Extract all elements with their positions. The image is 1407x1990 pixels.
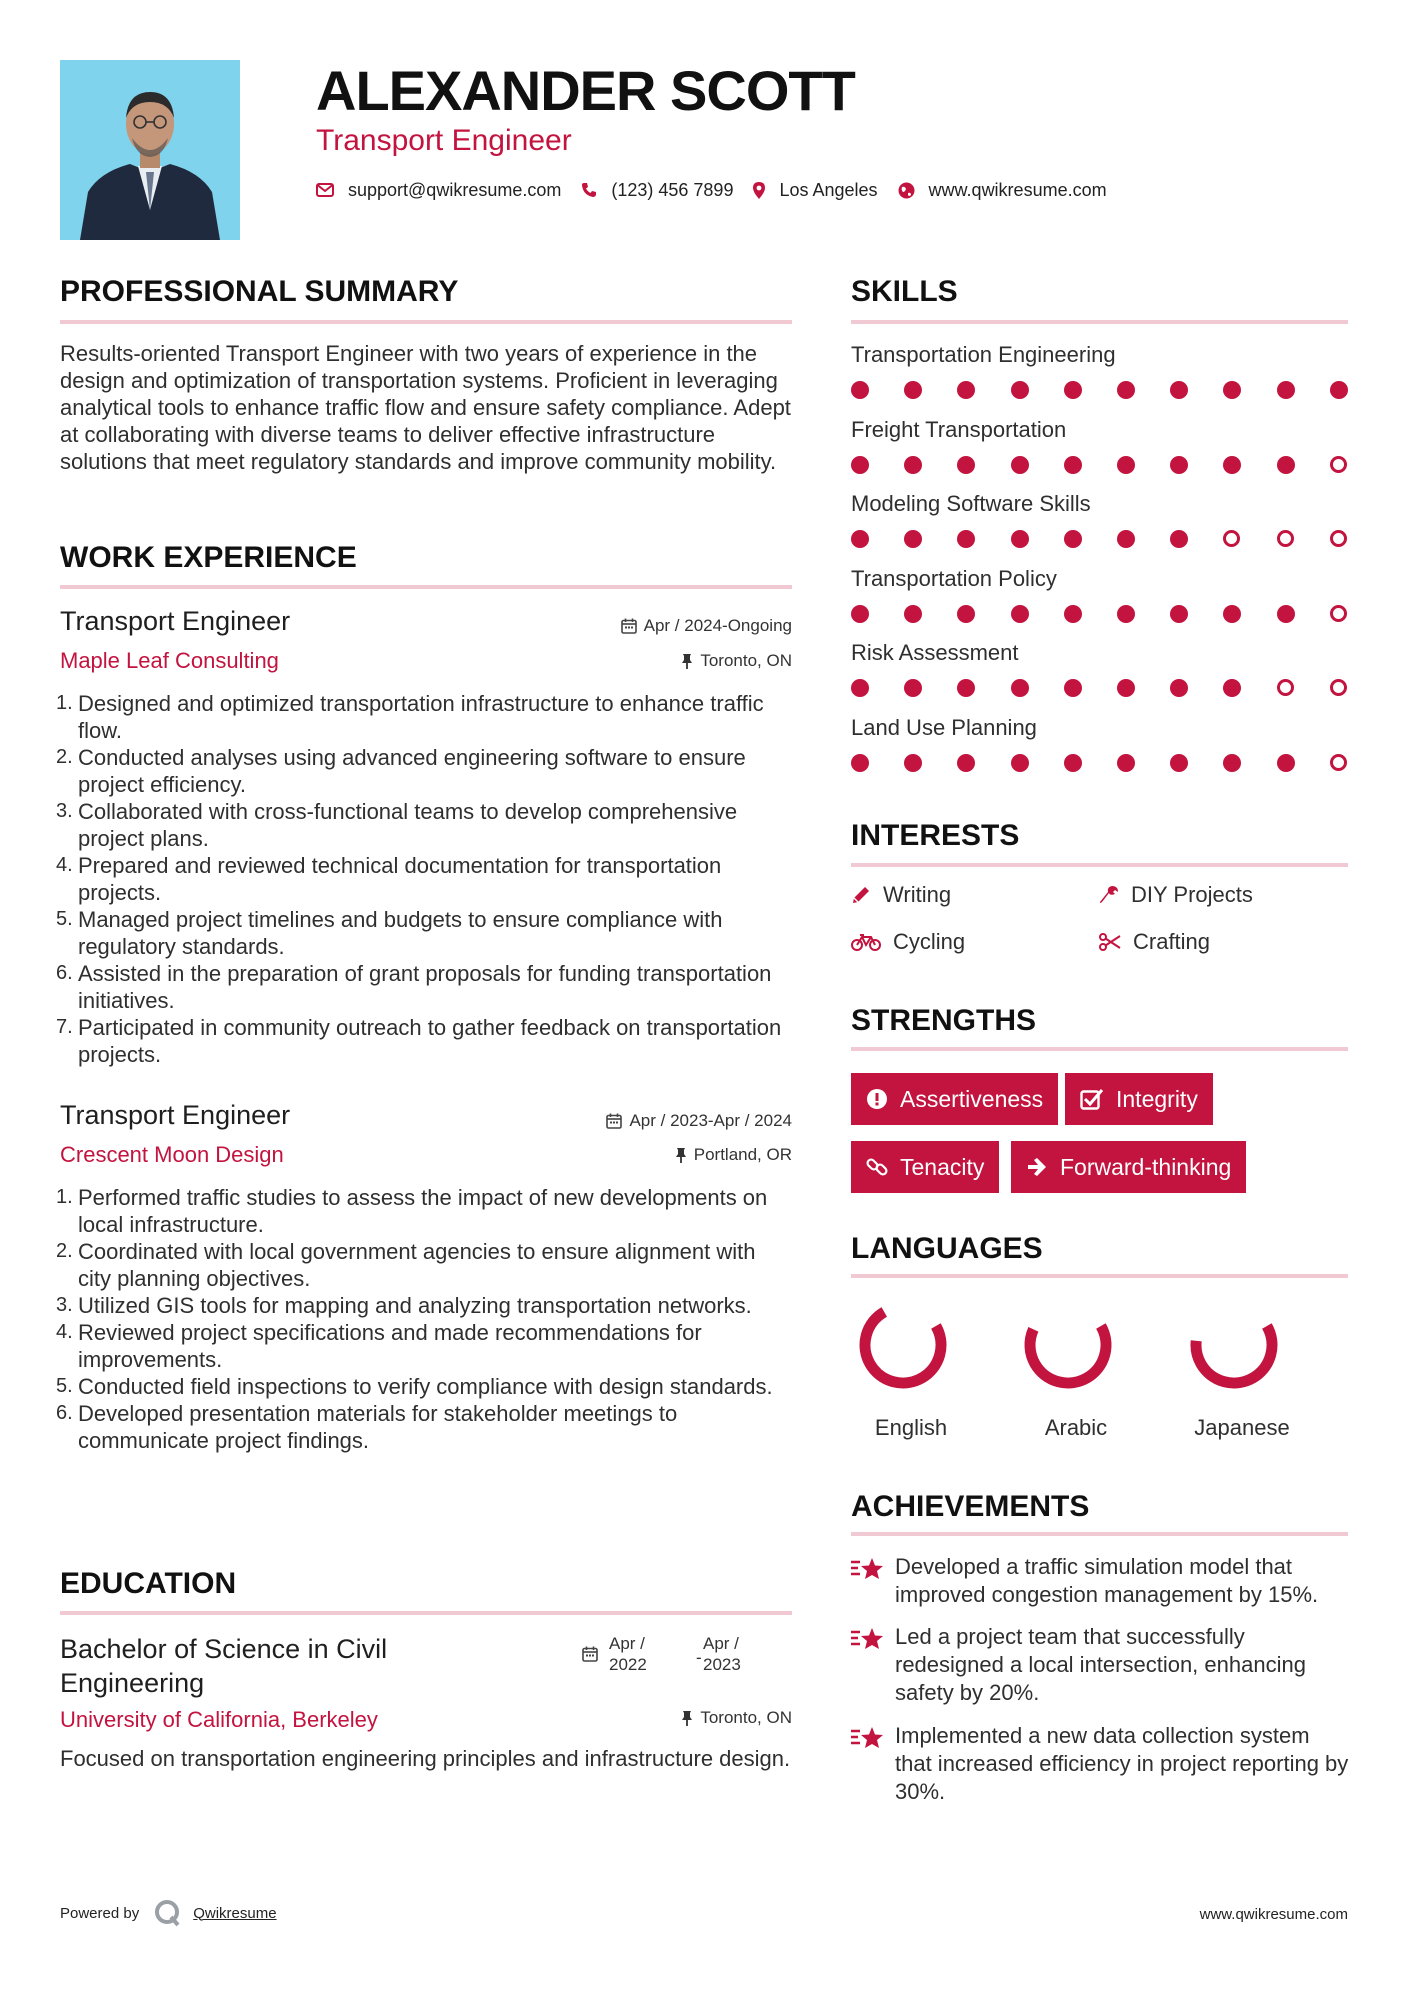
skill-dot-filled (1170, 605, 1188, 623)
skill-dot-empty (1277, 679, 1294, 696)
profile-photo (60, 60, 240, 240)
skill-dot-filled (1170, 754, 1188, 772)
calendar-icon-wrap (582, 1646, 598, 1667)
edu-location (520, 1708, 792, 1728)
phone-icon (581, 182, 597, 198)
skill-dot-empty (1223, 530, 1240, 547)
achievement-text: Developed a traffic simulation model that improved congestion management by 15%. (895, 1554, 1319, 1607)
edu-end-date (703, 1633, 741, 1675)
company-name: Crescent Moon Design (60, 1142, 284, 1167)
languages-heading: LANGUAGES (851, 1232, 1043, 1265)
language-name: Japanese (1194, 1415, 1290, 1440)
footer-website[interactable]: www.qwikresume.com (1199, 1906, 1348, 1923)
calendar-icon (621, 618, 637, 634)
skill-dot-filled (1064, 381, 1082, 399)
strengths-heading: STRENGTHS (851, 1004, 1037, 1037)
list-item: Assisted in the preparation of grant proposals for funding transportation initiatives. (78, 961, 772, 1013)
experience-heading: WORK EXPERIENCE (60, 541, 357, 574)
interest-label: Writing (883, 882, 952, 907)
skill-dot-filled (1170, 381, 1188, 399)
date-line: 2022 (609, 1655, 647, 1674)
skill-dot-empty (1330, 605, 1347, 622)
envelope-icon (316, 183, 334, 197)
date-line: Apr / (703, 1634, 739, 1653)
shooting-star-icon (851, 1557, 885, 1581)
phone-text: (123) 456 7899 (611, 179, 734, 200)
skill-dot-filled (1011, 456, 1029, 474)
skill-name: Freight Transportation (851, 416, 1067, 442)
job-dates-text: Apr / 2023-Apr / 2024 (629, 1111, 792, 1130)
contact-location (753, 180, 877, 201)
list-item: Conducted analyses using advanced engineering software to ensure project efficiency. (78, 745, 746, 797)
list-item: Designed and optimized transportation infrastructure to enhance traffic flow. (78, 691, 764, 743)
skill-dot-filled (1064, 456, 1082, 474)
skill-dot-filled (904, 381, 922, 399)
website-text: www.qwikresume.com (928, 179, 1107, 200)
skill-dot-filled (904, 456, 922, 474)
skill-dot-filled (851, 456, 869, 474)
summary-text: Results-oriented Transport Engineer with two years of experience in the design and optimization of transportation systems. Proficient in leveraging analytical tools to enhance traffic flow and ensure safety compliance. Adept at collaborating with diverse teams to deliver effective infrastructure solutions that meet regulatory standards and improve community mobility. (60, 341, 791, 474)
job-dates-text: Apr / 2024-Ongoing (643, 616, 792, 635)
skill-dot-filled (1117, 754, 1135, 772)
edu-location-text: Toronto, ON (700, 1708, 792, 1727)
map-pin-icon (753, 182, 765, 199)
skill-name: Risk Assessment (851, 640, 1019, 665)
calendar-icon (582, 1646, 598, 1662)
interests-divider (851, 863, 1348, 867)
interest-item (851, 929, 965, 955)
skill-dot-filled (851, 605, 869, 623)
skill-dot-filled (1117, 381, 1135, 399)
skill-dot-filled (851, 679, 869, 697)
skill-dot-filled (1277, 754, 1295, 772)
skill-dot-filled (1223, 381, 1241, 399)
pencil-icon (851, 885, 871, 905)
degree-title (60, 1632, 387, 1700)
skill-dot-filled (1170, 530, 1188, 548)
strength-label: Assertiveness (900, 1085, 1044, 1112)
skill-dot-filled (1011, 679, 1029, 697)
skill-dot-filled (957, 456, 975, 474)
interest-item (1099, 882, 1253, 908)
skills-heading: SKILLS (851, 275, 958, 308)
job-location-text: Portland, OR (693, 1145, 792, 1164)
skill-dot-filled (1330, 381, 1348, 399)
language-ring (1018, 1295, 1118, 1395)
education-divider (60, 1611, 792, 1615)
job-title: Transport Engineer (60, 606, 291, 636)
globe-icon (898, 182, 915, 199)
email-text: support@qwikresume.com (348, 179, 562, 200)
skill-dot-empty (1330, 456, 1347, 473)
skill-dot-empty (1330, 530, 1347, 547)
shooting-star-icon (851, 1726, 885, 1750)
list-item: Reviewed project specifications and made recommendations for improvements. (78, 1320, 702, 1372)
candidate-name: ALEXANDER SCOTT (316, 59, 855, 122)
company-name: Maple Leaf Consulting (60, 648, 279, 673)
skill-name: Transportation Policy (851, 565, 1057, 591)
skill-dot-filled (1064, 605, 1082, 623)
skill-dot-filled (1011, 605, 1029, 623)
skill-dot-filled (904, 530, 922, 548)
edu-start-date (609, 1633, 647, 1675)
list-item: Developed presentation materials for stakeholder meetings to communicate project findings. (78, 1401, 678, 1453)
skill-dot-filled (1170, 456, 1188, 474)
pushpin-icon (681, 653, 693, 670)
skill-dot-filled (957, 381, 975, 399)
skill-dot-filled (957, 530, 975, 548)
skill-dot-filled (904, 679, 922, 697)
skill-name: Land Use Planning (851, 714, 1037, 740)
shooting-star-icon (851, 1627, 885, 1651)
skill-dot-filled (1011, 530, 1029, 548)
skill-dot-empty (1330, 679, 1347, 696)
skill-dot-empty (1277, 530, 1294, 547)
arrow-right-icon (1026, 1156, 1048, 1178)
interest-item (1099, 929, 1210, 955)
link-icon (866, 1156, 888, 1178)
pushpin-icon (681, 1710, 693, 1727)
skill-dot-filled (851, 381, 869, 399)
exclamation-circle-icon (866, 1088, 888, 1110)
job-title: Transport Engineer (60, 1100, 291, 1130)
avatar (60, 60, 240, 240)
skill-dot-filled (851, 754, 869, 772)
skill-dot-filled (957, 679, 975, 697)
strength-tag (851, 1141, 999, 1193)
skill-dot-filled (1223, 456, 1241, 474)
skill-dot-filled (1011, 754, 1029, 772)
scissors-icon (1099, 932, 1121, 952)
list-item: Coordinated with local government agencies to ensure alignment with city planning objectives. (78, 1239, 756, 1291)
language-ring (1184, 1295, 1284, 1395)
achievement-text: Implemented a new data collection system that increased efficiency in project reporting by 30%. (895, 1723, 1349, 1804)
job-location (520, 651, 792, 671)
skill-dot-filled (904, 605, 922, 623)
skill-dot-filled (1223, 754, 1241, 772)
skill-dot-filled (1064, 679, 1082, 697)
interest-label: Cycling (893, 929, 966, 954)
skill-name: Transportation Engineering (851, 342, 1116, 367)
language-proficiency-arc (853, 1295, 953, 1395)
job-dates (520, 616, 792, 636)
list-item: Collaborated with cross-functional teams to develop comprehensive project plans. (78, 799, 738, 851)
language-name: English (874, 1415, 948, 1440)
skill-dot-filled (1277, 605, 1295, 623)
contact-email[interactable] (316, 180, 561, 201)
list-item: Utilized GIS tools for mapping and analyzing transportation networks. (78, 1293, 752, 1318)
skill-dot-filled (1223, 679, 1241, 697)
languages-divider (851, 1274, 1348, 1278)
list-item: Participated in community outreach to gather feedback on transportation projects. (78, 1015, 782, 1067)
education-heading: EDUCATION (60, 1567, 237, 1600)
achievements-heading: ACHIEVEMENTS (851, 1490, 1090, 1523)
skill-dot-filled (904, 754, 922, 772)
contact-website[interactable] (898, 180, 1107, 201)
interest-label: Crafting (1133, 929, 1211, 954)
job-location (520, 1145, 792, 1165)
degree-line: Bachelor of Science in Civil (60, 1634, 388, 1664)
language-ring (853, 1295, 953, 1395)
strength-label: Integrity (1116, 1085, 1198, 1112)
education-description: Focused on transportation engineering principles and infrastructure design. (60, 1746, 791, 1771)
language-proficiency-arc (1018, 1295, 1118, 1395)
date-line: 2023 (703, 1655, 741, 1674)
job-location-text: Toronto, ON (700, 651, 792, 670)
strength-tag (1011, 1141, 1246, 1193)
achievement-text: Led a project team that successfully redesigned a local intersection, enhancing safety by 20%. (895, 1624, 1306, 1705)
strength-tag (1065, 1073, 1213, 1125)
qwikresume-logo-icon (153, 1898, 183, 1928)
strength-label: Forward-thinking (1060, 1153, 1232, 1180)
skill-dot-filled (1170, 679, 1188, 697)
calendar-icon (606, 1113, 622, 1129)
interest-label: DIY Projects (1131, 882, 1253, 907)
skill-name: Modeling Software Skills (851, 491, 1091, 516)
contact-phone[interactable] (581, 180, 733, 201)
experience-divider (60, 585, 792, 589)
school-name: University of California, Berkeley (60, 1707, 378, 1732)
degree-line: Engineering (60, 1668, 205, 1698)
skill-dot-filled (851, 530, 869, 548)
footer-brand-link[interactable]: Qwikresume (193, 1904, 277, 1922)
job-responsibilities (60, 1184, 792, 1454)
pushpin-icon (675, 1147, 687, 1164)
skill-dot-filled (957, 605, 975, 623)
skill-dot-empty (1330, 754, 1347, 771)
contact-bar (316, 178, 1127, 202)
achievements-divider (851, 1532, 1348, 1536)
interest-item (851, 882, 951, 908)
job-responsibilities (60, 690, 792, 1068)
skills-divider (851, 320, 1348, 324)
list-item: Prepared and reviewed technical documentation for transportation projects. (78, 853, 722, 905)
strength-tag (851, 1073, 1058, 1125)
bicycle-icon (851, 932, 881, 952)
wrench-icon (1099, 885, 1119, 905)
list-item: Managed project timelines and budgets to ensure compliance with regulatory standards. (78, 907, 723, 959)
job-dates (500, 1111, 792, 1131)
list-item: Conducted field inspections to verify compliance with design standards. (78, 1374, 773, 1399)
skill-dot-filled (1064, 530, 1082, 548)
skill-dot-filled (1117, 679, 1135, 697)
skill-dot-filled (1277, 381, 1295, 399)
list-item: Performed traffic studies to assess the impact of new developments on local infrastructure. (78, 1185, 768, 1237)
location-text: Los Angeles (779, 179, 878, 200)
language-name: Arabic (1044, 1415, 1108, 1440)
skill-dot-filled (1064, 754, 1082, 772)
skill-dot-filled (1011, 381, 1029, 399)
summary-heading: PROFESSIONAL SUMMARY (60, 275, 459, 308)
skill-dot-filled (957, 754, 975, 772)
footer-powered-by (60, 1898, 277, 1928)
skill-dot-filled (1117, 456, 1135, 474)
powered-by-label: Powered by (60, 1904, 140, 1922)
skill-dot-filled (1223, 605, 1241, 623)
candidate-title: Transport Engineer (316, 124, 572, 157)
summary-divider (60, 320, 792, 324)
check-square-icon (1080, 1088, 1104, 1110)
strength-label: Tenacity (900, 1153, 985, 1180)
skill-dot-filled (1277, 456, 1295, 474)
strengths-divider (851, 1047, 1348, 1051)
skill-dot-filled (1117, 530, 1135, 548)
date-line: Apr / (609, 1634, 645, 1653)
edu-date-dash: - (696, 1648, 702, 1667)
language-proficiency-arc (1184, 1295, 1284, 1395)
interests-heading: INTERESTS (851, 819, 1020, 852)
skill-dot-filled (1117, 605, 1135, 623)
